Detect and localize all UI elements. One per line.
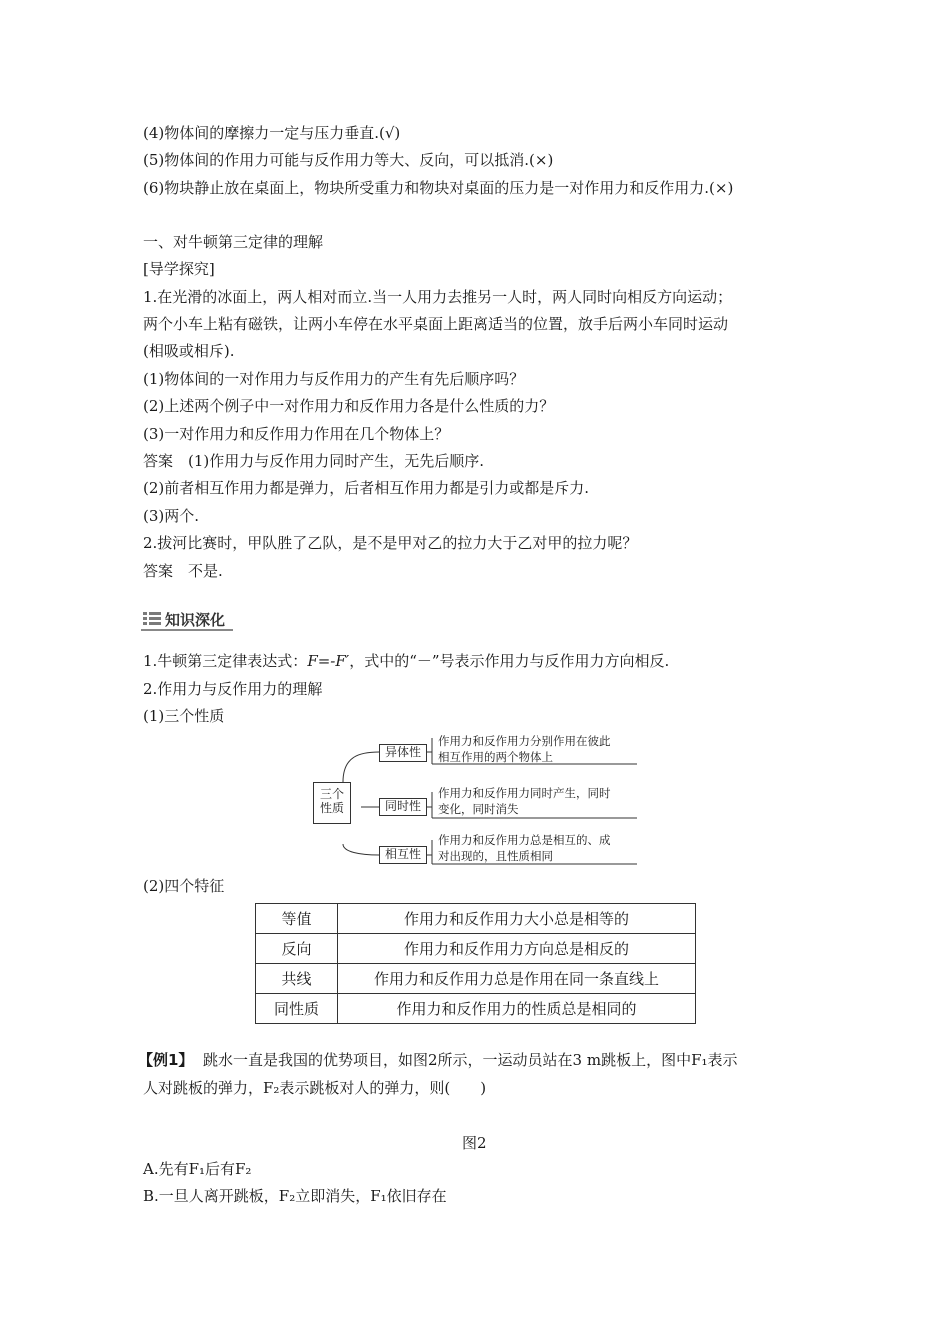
judgment-4: (4)物体间的摩擦力一定与压力垂直.(√) <box>143 124 401 142</box>
three-properties-title: (1)三个性质 <box>143 707 225 725</box>
feature-value: 作用力和反作用力大小总是相等的 <box>338 904 696 934</box>
four-features-table <box>255 903 696 1024</box>
branch-desc-1b: 相互作用的两个物体上 <box>438 750 553 764</box>
law-suffix: ，式中的“－”号表示作用力与反作用力方向相反. <box>349 652 670 670</box>
example-1-line-2: 人对跳板的弹力，F₂表示跳板对人的弹力，则( ) <box>143 1079 487 1097</box>
law-formula: F=-F′ <box>307 652 350 670</box>
four-features-title: (2)四个特征 <box>143 877 225 895</box>
sub-question-3: (3)一对作用力和反作用力作用在几个物体上？ <box>143 425 450 443</box>
section-title: 一、对牛顿第三定律的理解 <box>143 233 324 251</box>
feature-key: 共线 <box>256 964 338 994</box>
branch-label-simultaneity: 同时性 <box>379 798 427 816</box>
item-2-title: 2.作用力与反作用力的理解 <box>143 680 323 698</box>
branch-desc-3b: 对出现的，且性质相同 <box>438 849 553 863</box>
question-1-line-3: (相吸或相斥). <box>143 342 235 360</box>
branch-label-mutuality: 相互性 <box>379 846 427 864</box>
feature-key: 等值 <box>256 904 338 934</box>
third-law-expression <box>143 651 669 671</box>
question-1-line-2: 两个小车上粘有磁铁，让两小车停在水平桌面上距离适当的位置，放手后两小车同时运动 <box>143 315 729 333</box>
table-row <box>256 994 696 1024</box>
knowledge-deepen-title: 知识深化 <box>165 611 226 629</box>
option-b: B.一旦人离开跳板，F₂立即消失，F₁依旧存在 <box>143 1187 447 1205</box>
question-1-line-1: 1.在光滑的冰面上，两人相对而立.当一人用力去推另一人时，两人同时向相反方向运动； <box>143 288 733 306</box>
list-icon <box>143 612 161 626</box>
center-node-line-1: 三个 <box>319 787 344 801</box>
option-a: A.先有F₁后有F₂ <box>143 1160 252 1178</box>
branch-desc-2b: 变化，同时消失 <box>438 802 519 816</box>
example-text-1: 跳水一直是我国的优势项目，如图2所示，一运动员站在3 m跳板上，图中F₁表示 <box>202 1051 738 1069</box>
feature-key: 同性质 <box>256 994 338 1024</box>
sub-question-1: (1)物体间的一对作用力与反作用力的产生有先后顺序吗？ <box>143 370 525 388</box>
center-node-line-2: 性质 <box>319 801 344 815</box>
question-2: 2.拔河比赛时，甲队胜了乙队，是不是甲对乙的拉力大于乙对甲的拉力呢？ <box>143 534 638 552</box>
law-prefix: 1.牛顿第三定律表达式： <box>143 652 308 670</box>
example-label: 【例1】 <box>138 1051 194 1069</box>
branch-desc-2a: 作用力和反作用力同时产生，同时 <box>438 786 611 800</box>
judgment-5: (5)物体间的作用力可能与反作用力等大、反向，可以抵消.(×) <box>143 151 554 169</box>
heading-underline <box>141 629 233 631</box>
three-properties-diagram <box>305 734 640 866</box>
branch-label-heterogeneity: 异体性 <box>379 744 427 762</box>
feature-value: 作用力和反作用力总是作用在同一条直线上 <box>338 964 696 994</box>
feature-key: 反向 <box>256 934 338 964</box>
example-1-line-1 <box>138 1050 738 1070</box>
table-row <box>256 904 696 934</box>
branch-desc-3a: 作用力和反作用力总是相互的、成 <box>438 833 611 847</box>
answer-2: (2)前者相互作用力都是弹力，后者相互作用力都是引力或都是斥力. <box>143 479 590 497</box>
answer-3: (3)两个. <box>143 507 200 525</box>
branch-desc-1a: 作用力和反作用力分别作用在彼此 <box>438 734 611 748</box>
guided-inquiry-tag: [导学探究] <box>143 260 215 278</box>
feature-value: 作用力和反作用力的性质总是相同的 <box>338 994 696 1024</box>
table-row <box>256 934 696 964</box>
table-row <box>256 964 696 994</box>
sub-question-2: (2)上述两个例子中一对作用力和反作用力各是什么性质的力？ <box>143 397 555 415</box>
answer-1: 答案 (1)作用力与反作用力同时产生，无先后顺序. <box>143 452 485 470</box>
center-node <box>313 782 351 824</box>
knowledge-deepen-heading <box>141 609 233 631</box>
feature-value: 作用力和反作用力方向总是相反的 <box>338 934 696 964</box>
figure-caption: 图2 <box>462 1134 487 1152</box>
question-2-answer: 答案 不是. <box>143 562 223 580</box>
judgment-6: (6)物块静止放在桌面上，物块所受重力和物块对桌面的压力是一对作用力和反作用力.(×) <box>143 179 734 197</box>
